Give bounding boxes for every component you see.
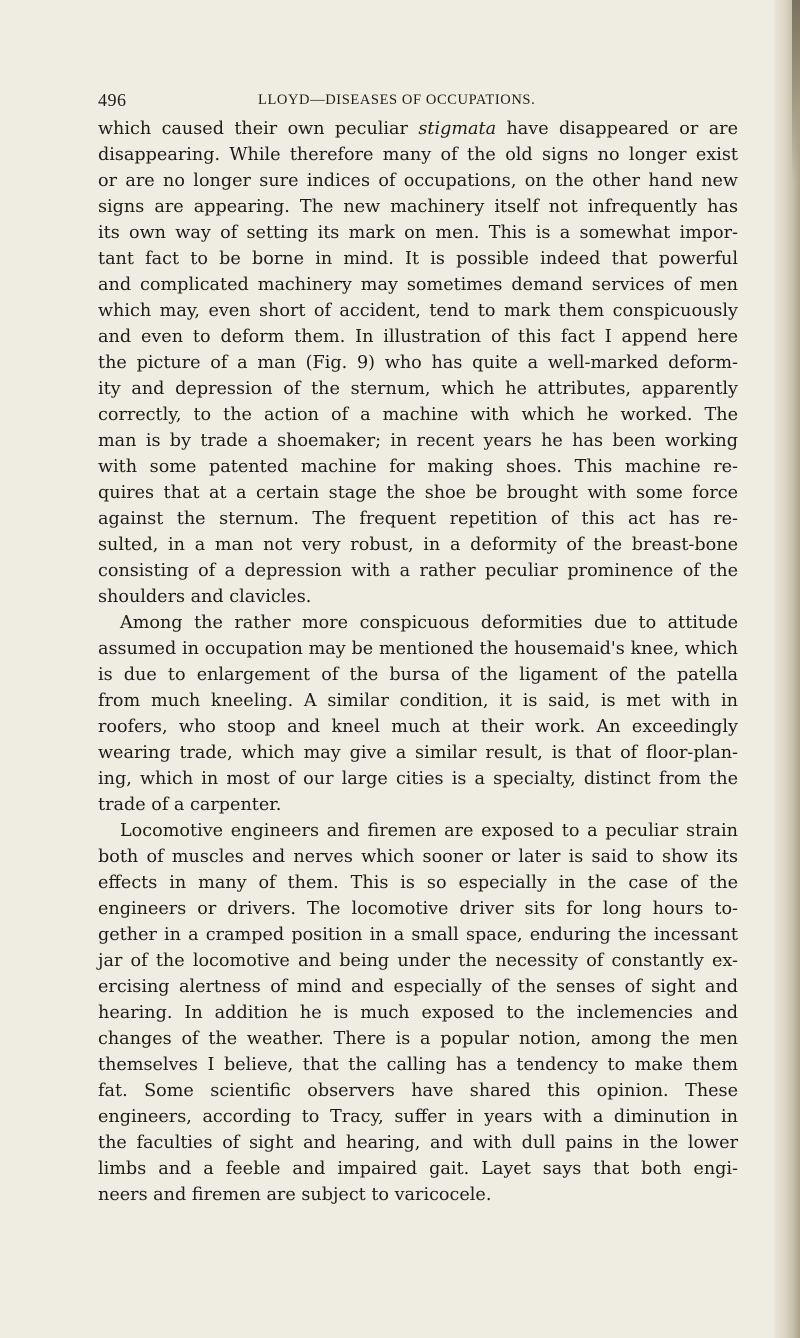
- text-line: engineers, according to Tracy, suffer in years with a diminution in: [98, 1107, 738, 1127]
- text-line: Among the rather more conspicuous deformities due to attitude: [120, 613, 738, 633]
- text-line: engineers or drivers. The locomotive driver sits for long hours to-: [98, 899, 738, 919]
- text-line: is due to enlargement of the bursa of the ligament of the patella: [98, 665, 738, 685]
- text-line: fat. Some scientific observers have shared this opinion. These: [98, 1081, 738, 1101]
- text-line: which caused their own peculiar stigmata have disappeared or are: [98, 119, 739, 139]
- text-line: limbs and a feeble and impaired gait. Layet says that both engi-: [98, 1159, 738, 1179]
- text-line: Locomotive engineers and firemen are exposed to a peculiar strain: [120, 821, 738, 841]
- text-line: or are no longer sure indices of occupations, on the other hand new: [98, 171, 738, 191]
- text-line: against the sternum. The frequent repetition of this act has re-: [98, 509, 738, 529]
- text-line: its own way of setting its mark on men. This is a somewhat impor-: [98, 223, 738, 243]
- text-line: correctly, to the action of a machine with which he worked. The: [98, 405, 738, 425]
- text-line: shoulders and clavicles.: [98, 587, 312, 607]
- text-line: assumed in occupation may be mentioned the housemaid's knee, which: [98, 639, 738, 659]
- text-line: the picture of a man (Fig. 9) who has quite a well-marked deform-: [98, 353, 738, 373]
- text-line: and even to deform them. In illustration of this fact I append here: [98, 327, 738, 347]
- text-line: with some patented machine for making shoes. This machine re-: [98, 457, 738, 477]
- text-line: themselves I believe, that the calling has a tendency to make them: [98, 1055, 738, 1075]
- page-binding-shadow: [792, 0, 800, 180]
- text-line: effects in many of them. This is so especially in the case of the: [98, 873, 738, 893]
- text-line: consisting of a depression with a rather peculiar prominence of the: [98, 561, 738, 581]
- italic-term: stigmata: [418, 119, 497, 139]
- text-line: disappearing. While therefore many of the old signs no longer exist: [98, 145, 738, 165]
- text-line: neers and firemen are subject to varicocele.: [98, 1185, 492, 1205]
- body-text: [98, 116, 738, 1208]
- text-line: man is by trade a shoemaker; in recent years he has been working: [98, 431, 738, 451]
- text-line: changes of the weather. There is a popular notion, among the men: [98, 1029, 738, 1049]
- paragraph: [98, 116, 738, 610]
- text-line: ity and depression of the sternum, which he attributes, apparently: [98, 379, 738, 399]
- text-line: hearing. In addition he is much exposed to the inclemencies and: [98, 1003, 738, 1023]
- text-line: quires that at a certain stage the shoe be brought with some force: [98, 483, 738, 503]
- text-line: sulted, in a man not very robust, in a deformity of the breast-bone: [98, 535, 738, 555]
- text-line: jar of the locomotive and being under the necessity of constantly ex-: [98, 951, 738, 971]
- text-line: gether in a cramped position in a small space, enduring the incessant: [98, 925, 738, 945]
- page-number: 496: [98, 90, 127, 110]
- page-binding-edge: [774, 0, 800, 1338]
- text-line: and complicated machinery may sometimes demand services of men: [98, 275, 738, 295]
- text-line: from much kneeling. A similar condition, it is said, is met with in: [98, 691, 738, 711]
- text-line: ercising alertness of mind and especially of the senses of sight and: [98, 977, 738, 997]
- paragraph: [98, 610, 738, 818]
- text-line: signs are appearing. The new machinery itself not infrequently has: [98, 197, 738, 217]
- text-line: both of muscles and nerves which sooner or later is said to show its: [98, 847, 738, 867]
- running-title: LLOYD—DISEASES OF OCCUPATIONS.: [258, 92, 536, 108]
- text-line: wearing trade, which may give a similar result, is that of floor-plan-: [98, 743, 738, 763]
- text-line: trade of a carpenter.: [98, 795, 282, 815]
- text-line: tant fact to be borne in mind. It is possible indeed that powerful: [98, 249, 738, 269]
- running-head: [98, 90, 738, 114]
- text-line: which may, even short of accident, tend to mark them conspicuously: [98, 301, 738, 321]
- text-line: the faculties of sight and hearing, and with dull pains in the lower: [98, 1133, 738, 1153]
- text-line: ing, which in most of our large cities is a specialty, distinct from the: [98, 769, 738, 789]
- text-line: roofers, who stoop and kneel much at their work. An exceedingly: [98, 717, 738, 737]
- paragraph: [98, 818, 738, 1208]
